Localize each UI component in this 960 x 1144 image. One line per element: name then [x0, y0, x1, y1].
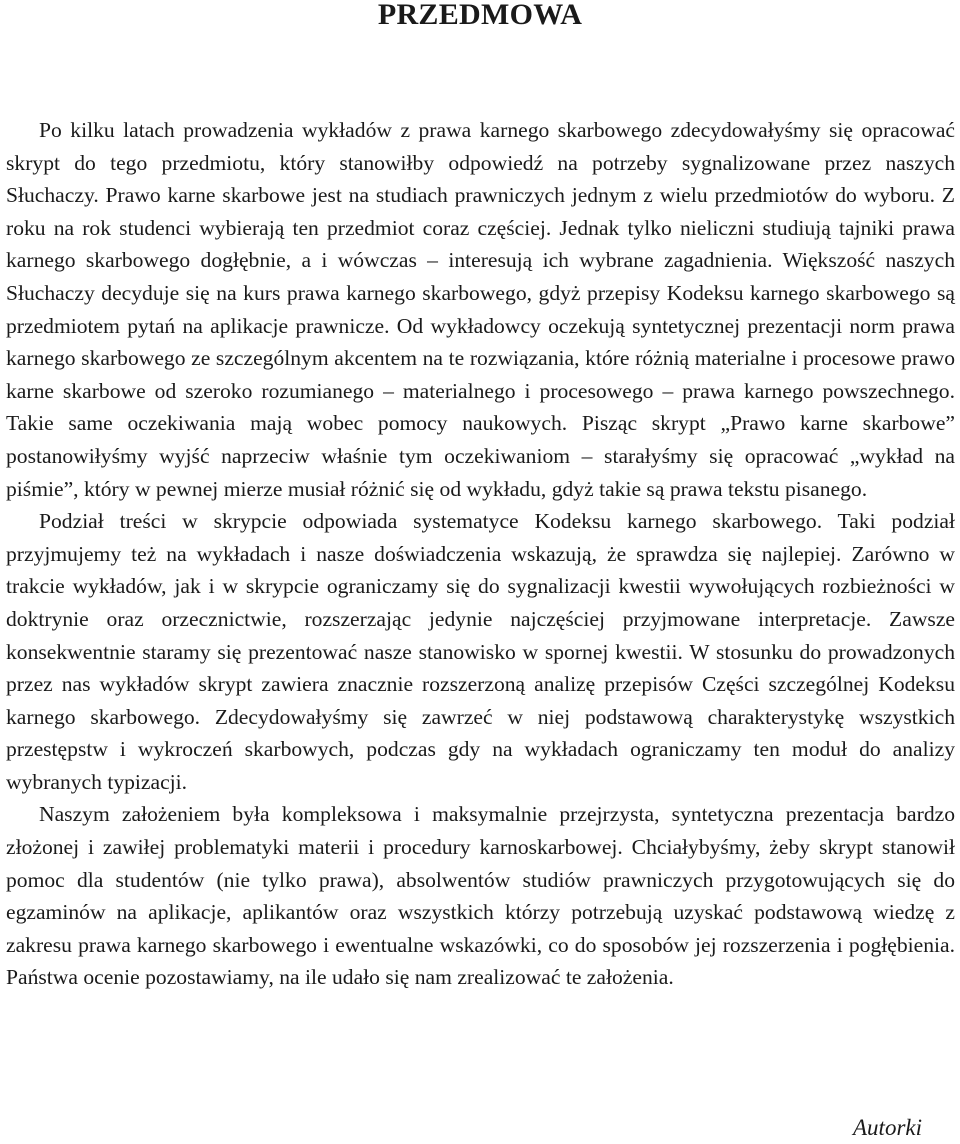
signature: Autorki [853, 1115, 922, 1140]
paragraph: Podział treści w skrypcie odpowiada systematyce Kodeksu karnego skarbowego. Taki podział przyjmujemy też na wykładach i nasze doświadczenia wskazują, że sprawdza się najlepiej. Zarówno w trakcie wykładów, jak i w skrypcie ograniczamy się do sygnalizacji kwestii wywołujących rozbieżności w doktrynie oraz orzecznictwie, rozszerzając jedynie najczęściej przyjmowane interpretacje. Zawsze konsekwentnie staramy się prezentować nasze stanowisko w spornej kwestii. W stosunku do prowadzonych przez nas wykładów skrypt zawiera znacznie rozszerzoną analizę przepisów Części szczególnej Kodeksu karnego skarbowego. Zdecydowałyśmy się zawrzeć w niej podstawową charakterystykę wszystkich przestępstw i wykroczeń skarbowych, podczas gdy na wykładach ograniczamy ten moduł do analizy wybranych typizacji. [6, 509, 955, 794]
paragraph: Po kilku latach prowadzenia wykładów z prawa karnego skarbowego zdecydowałyśmy się opracować skrypt do tego przedmiotu, który stanowiłby odpowiedź na potrzeby sygnalizowane przez naszych Słuchaczy. Prawo karne skarbowe jest na studiach prawniczych jednym z wielu przedmiotów do wyboru. Z roku na rok studenci wybierają ten przedmiot coraz częściej. Jednak tylko nieliczni studiują tajniki prawa karnego skarbowego dogłębnie, a i wówczas – interesują ich wybrane zagadnienia. Większość naszych Słuchaczy decyduje się na kurs prawa karnego skarbowego, gdyż przepisy Kodeksu karnego skarbowego są przedmiotem pytań na aplikacje prawnicze. Od wykładowcy oczekują syntetycznej prezentacji norm prawa karnego skarbowego ze szczególnym akcentem na te rozwiązania, które różnią materialne i procesowe prawo karne skarbowe od szeroko rozumianego – materialnego i procesowego – prawa karnego powszechnego. Takie same oczekiwania mają wobec pomocy naukowych. Pisząc skrypt „Prawo karne skarbowe” postanowiłyśmy wyjść naprzeciw właśnie tym oczekiwaniom – starałyśmy się opracować „wykład na piśmie”, który w pewnej mierze musiał różnić się od wykładu, gdyż takie są prawa tekstu pisanego. [6, 118, 955, 501]
paragraph: Naszym założeniem była kompleksowa i maksymalnie przejrzysta, syntetyczna prezentacja bardzo złożonej i zawiłej problematyki materii i procedury karnoskarbowej. Chciałybyśmy, żeby skrypt stanowił pomoc dla studentów (nie tylko prawa), absolwentów studiów prawniczych przygotowujących się do egzaminów na aplikacje, aplikantów oraz wszystkich którzy potrzebują uzyskać podstawową wiedzę z zakresu prawa karnego skarbowego i ewentualne wskazówki, co do sposobów jej rozszerzenia i pogłębienia. Państwa ocenie pozostawiamy, na ile udało się nam zrealizować te założenia. [6, 802, 955, 990]
page-title: PRZEDMOWA [377, 0, 583, 31]
preface-body [6, 114, 955, 994]
